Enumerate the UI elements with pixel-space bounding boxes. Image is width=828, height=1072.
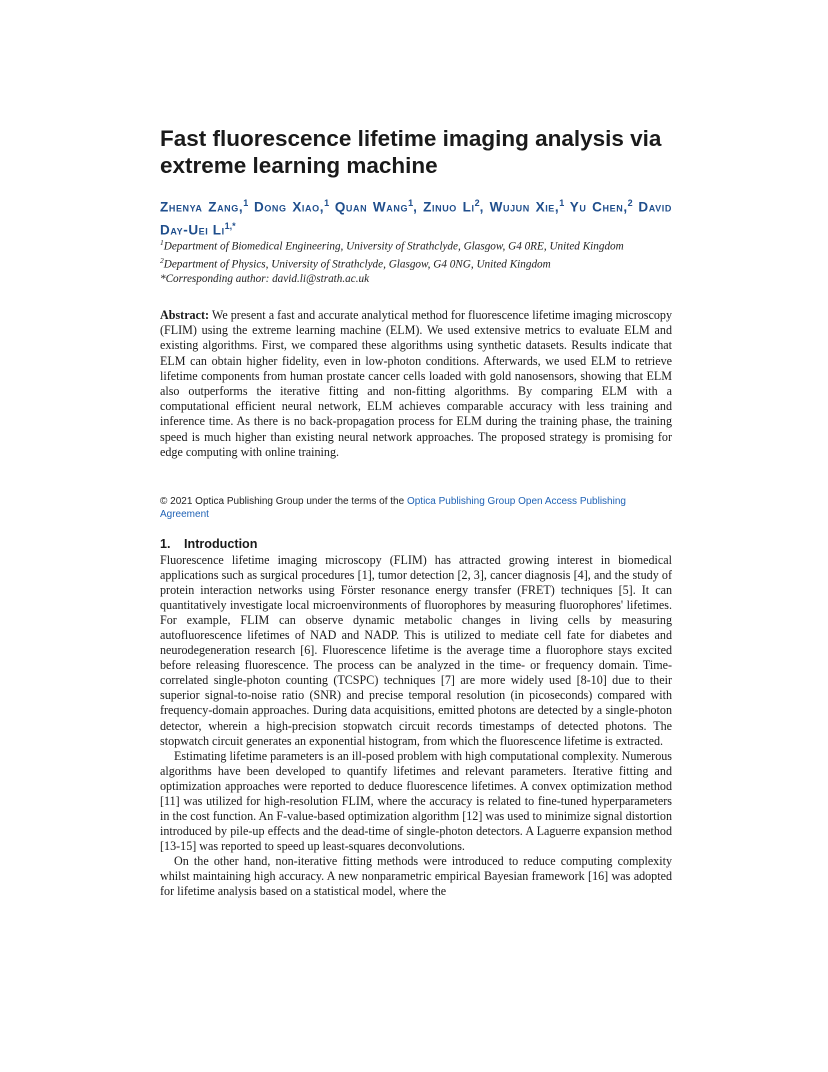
paragraph: Estimating lifetime parameters is an ill-posed problem with high computational complexity. Numerous algorithms have been developed to quantify lifetimes and relevant parameters. Iterative fitting and optimization approaches were reported to deduce fluorescence lifetimes. A convex optimization method [11] was utilized for high-resolution FLIM, where the accuracy is related to fine-tuned hyperparameters in the cost function. An F-value-based optimization algorithm [12] was used to minimize signal distortion introduced by pile-up effects and the dead-time of single-photon detectors. A Laguerre expansion method [13-15] was reported to speed up least-squares deconvolutions. [160, 748, 672, 853]
copyright-text: © 2021 Optica Publishing Group under the terms of the [160, 496, 407, 507]
author-name: Quan Wang [334, 199, 409, 215]
abstract [160, 308, 672, 460]
author-affiliation-mark: 1 [324, 198, 330, 208]
author-name: David Day-Uei Li [160, 199, 672, 237]
abstract-text: We present a fast and accurate analytical method for fluorescence lifetime imaging microscopy (FLIM) using the extreme learning machine (ELM). We used extensive metrics to evaluate ELM and existing algorithms. First, we compared these algorithms using synthetic datasets. Results indicate that ELM can obtain higher fidelity, even in low-photon conditions. Afterwards, we used ELM to retrieve lifetime components from human prostate cancer cells loaded with gold nanosensors, showing that ELM also outperforms the iterative fitting and non-fitting algorithms. By comparing ELM with a computational efficient neural network, ELM achieves comparable accuracy with less training and inference time. As there is no back-propagation process for ELM during the training phase, the training speed is much higher than existing neural network approaches. The proposed strategy is promising for edge computing with online training. [160, 308, 672, 459]
author-name: , Wujun Xie, [479, 199, 560, 215]
author-affiliation-mark: 1,* [224, 220, 236, 231]
paragraph: Fluorescence lifetime imaging microscopy (FLIM) has attracted growing interest in biomedical applications such as surgical procedures [1], tumor detection [2, 3], cancer diagnosis [4], and the study of protein interaction networks using Förster resonance energy transfer (FRET) techniques [5]. It can quantitatively investigate local microenvironments of fluorophores by measuring fluorophores' lifetimes. For example, FLIM can observe dynamic metabolic changes in living cells by measuring autofluorescence lifetimes of NAD and NADP. This is utilized to mediate cell fate for diabetes and neurodegeneration research [6]. Fluorescence lifetime is the average time a fluorophore stays excited before releasing fluorescence. The process can be analyzed in the time- or frequency domain. Time-correlated single-photon counting (TCSPC) techniques [7] are more widely used [8-10] due to their superior signal-to-noise ratio (SNR) and precise temporal resolution (in picoseconds) compared with frequency-domain approaches. During data acquisitions, emitted photons are detected by a single-photon detector, wherein a high-precision stopwatch circuit records timestamps of detected photons. The stopwatch circuit generates an exponential histogram, from which the fluorescence lifetime is extracted. [160, 553, 672, 748]
author-affiliation-mark: 1 [408, 198, 414, 208]
section-heading [160, 537, 672, 552]
section-title: Introduction [184, 537, 258, 551]
corresponding-author: *Corresponding author: david.li@strath.ac.uk [160, 272, 370, 285]
author-name: Dong Xiao, [253, 199, 325, 215]
open-access-agreement-link[interactable]: Optica Publishing Group Open Access Publishing Agreement [160, 496, 626, 520]
copyright-notice [160, 495, 672, 521]
paper-title: Fast fluorescence lifetime imaging analysis via extreme learning machine [160, 126, 662, 178]
author-name: Yu Chen, [569, 199, 628, 215]
author-affiliation-mark: 1 [559, 198, 565, 208]
paragraph: On the other hand, non-iterative fitting methods were introduced to reduce computing complexity whilst maintaining high accuracy. A new nonparametric empirical Bayesian framework [16] was adopted for lifetime analysis based on a statistical model, where the [160, 853, 672, 899]
affiliation: $^1$Department of Biomedical Engineering, University of Strathclyde, Glasgow, G4 0RE, United Kingdom [160, 238, 624, 253]
abstract-label: Abstract: [160, 308, 210, 322]
affiliation: $^2$Department of Physics, University of Strathclyde, Glasgow, G4 0NG, United Kingdom [160, 255, 551, 271]
affiliation-list [160, 236, 672, 286]
author-affiliation-mark: 1 [243, 198, 249, 208]
author-affiliation-mark: 2 [474, 198, 480, 208]
body-text [160, 553, 672, 899]
author-list [160, 194, 672, 239]
author-name: Zhenya Zang, [160, 199, 244, 215]
section-number: 1. [160, 537, 171, 551]
author-affiliation-mark: 2 [627, 198, 633, 208]
author-name: , Zinuo Li [413, 199, 475, 215]
